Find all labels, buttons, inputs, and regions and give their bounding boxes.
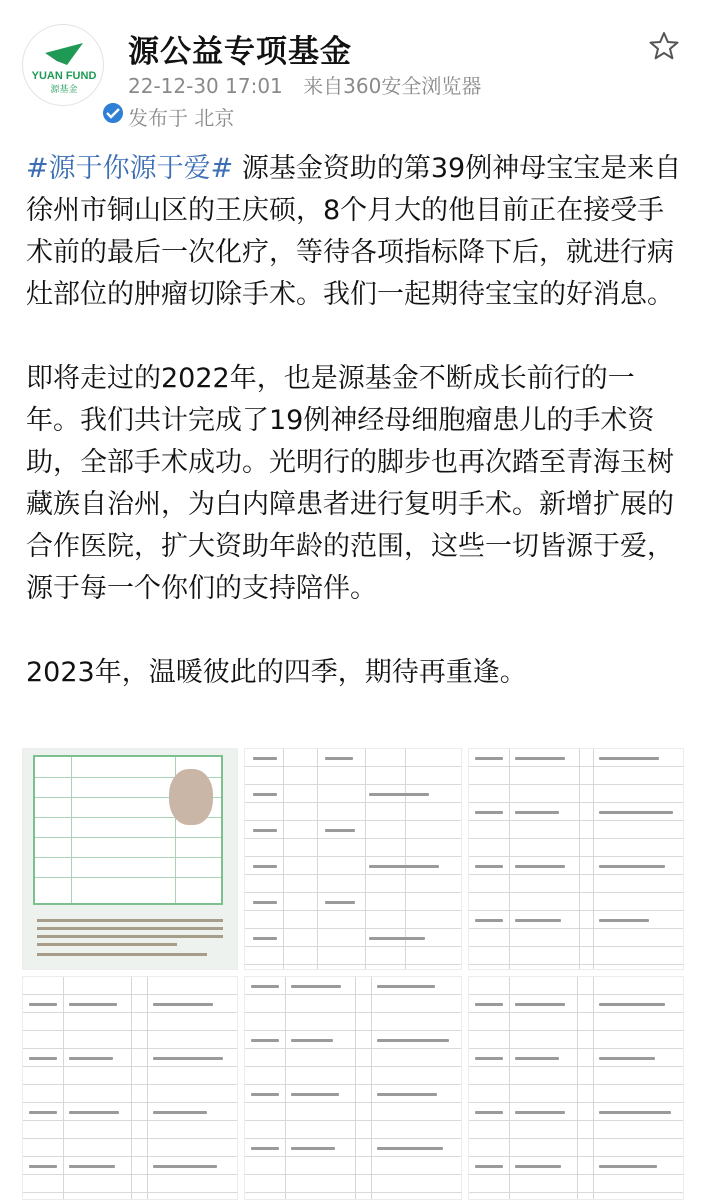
image-thumbnail[interactable]: [22, 976, 238, 1200]
baby-photo: [169, 769, 213, 825]
avatar[interactable]: [22, 24, 104, 106]
svg-text:YUAN FUND: YUAN FUND: [31, 70, 97, 82]
post-location: 发布于 北京: [128, 106, 235, 130]
author-name[interactable]: 源公益专项基金: [128, 34, 352, 70]
verified-badge-icon: [101, 101, 125, 125]
image-thumbnail[interactable]: [244, 976, 462, 1200]
image-grid: [22, 748, 684, 1200]
post-meta: [128, 70, 495, 99]
star-outline-icon[interactable]: [648, 30, 680, 62]
image-thumbnail[interactable]: [22, 748, 238, 970]
document-photo: [23, 749, 237, 969]
paragraph-1: [26, 148, 686, 316]
paragraph-2: 即将走过的2022年，也是源基金不断成长前行的一年。我们共计完成了19例神经母细胞瘤患儿的手术资助，全部手术成功。光明行的脚步也再次踏至青海玉树藏族自治州，为白内障患者进行复明手术。新增扩展的合作医院，扩大资助年龄的范围，这些一切皆源于爱，源于每一个你们的支持陪伴。: [26, 363, 674, 604]
post-time: 22-12-30 17:01: [128, 74, 283, 98]
image-thumbnail[interactable]: [468, 976, 684, 1200]
post-header: [0, 0, 706, 140]
paragraph-1-text: 源基金资助的第39例神母宝宝是来自徐州市铜山区的王庆硕，8个月大的他目前正在接受手术前的最后一次化疗，等待各项指标降下后，就进行病灶部位的肿瘤切除手术。我们一起期待宝宝的好消息。: [26, 153, 682, 310]
yuan-fund-logo: [23, 25, 105, 107]
hashtag-link[interactable]: #源于你源于爱#: [26, 153, 234, 184]
paragraph-3: 2023年，温暖彼此的四季，期待再重逢。: [26, 657, 527, 688]
post-body: [26, 148, 686, 736]
svg-text:源基金: 源基金: [50, 85, 78, 95]
image-thumbnail[interactable]: [468, 748, 684, 970]
image-thumbnail[interactable]: [244, 748, 462, 970]
post-source: 来自360安全浏览器: [303, 74, 482, 98]
